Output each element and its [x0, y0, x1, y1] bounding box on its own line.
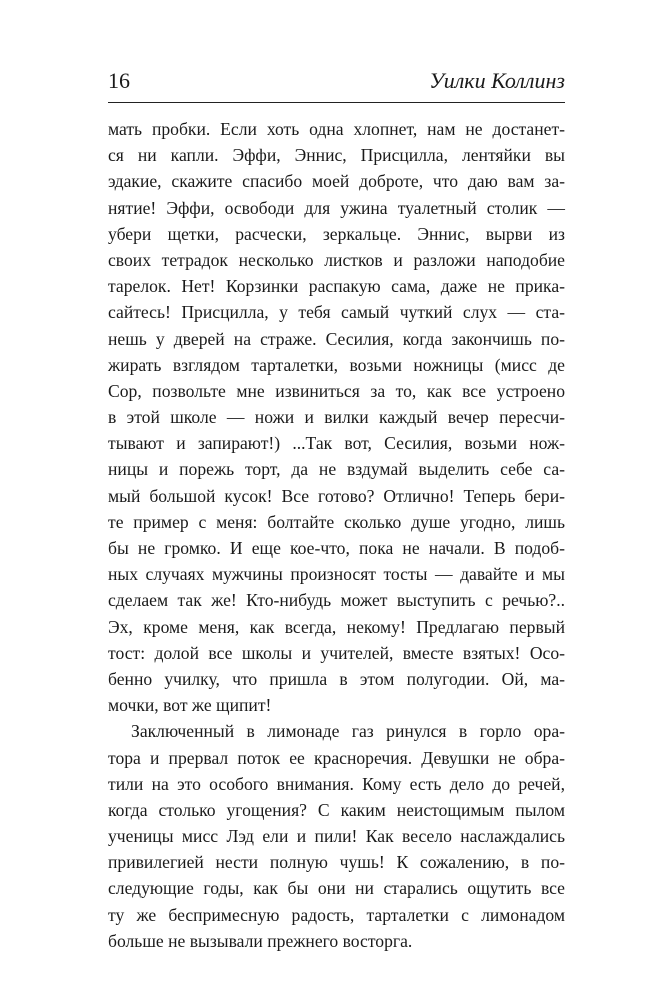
body-text: [108, 116, 565, 954]
page-number: 16: [108, 68, 130, 93]
text-line: эдакие, скажите спасибо моей доброте, что даю вам за-: [108, 171, 565, 192]
text-line: мочки, вот же щипит!: [108, 695, 272, 716]
text-line: когда столько угощения? С каким неистощимым пылом: [108, 799, 565, 820]
text-line: Заключенный в лимонаде газ ринулся в горло ора-: [131, 721, 565, 742]
paragraph: [108, 718, 565, 954]
text-line: мый большой кусок! Все готово? Отлично! Теперь бери-: [108, 485, 565, 506]
text-line: убери щетки, расчески, зеркальце. Эннис, вырви из: [108, 223, 565, 244]
text-line: своих тетрадок несколько листков и разложи наподобие: [108, 249, 565, 270]
text-line: бы не громко. И еще кое-что, пока не начали. В подоб-: [108, 538, 565, 558]
text-line: следующие годы, как бы они ни старались ощутить все: [108, 878, 565, 899]
text-line: тывают и запирают!) ...Так вот, Сесилия, возьми нож-: [108, 433, 565, 454]
text-line: мать пробки. Если хоть одна хлопнет, нам не достанет-: [108, 119, 565, 139]
text-line: привилегией нести полную чушь! К сожалению, в по-: [108, 852, 565, 873]
text-line: ученицы мисс Лэд ели и пили! Как весело наслаждались: [108, 826, 565, 847]
text-line: ных случаях мужчины произносят тосты — давайте и мы: [108, 564, 565, 585]
text-line: нешь у дверей на страже. Сесилия, когда закончишь по-: [108, 328, 565, 349]
text-line: тили на это особого внимания. Кому есть дело до речей,: [108, 773, 565, 794]
paragraph: [108, 116, 565, 718]
text-line: тарелок. Нет! Корзинки распакую сама, даже не прика-: [108, 276, 565, 297]
text-line: ся ни капли. Эффи, Эннис, Присцилла, лентяйки вы: [108, 145, 565, 166]
running-head-title: Уилки Коллинз: [429, 68, 565, 93]
text-line: сайтесь! Присцилла, у тебя самый чуткий слух — ста-: [108, 302, 565, 323]
text-line: те пример с меня: болтайте сколько душе угодно, лишь: [108, 511, 565, 532]
text-line: Сор, позвольте мне извиниться за то, как все устроено: [108, 380, 565, 401]
text-line: в этой школе — ножи и вилки каждый вечер пересчи-: [108, 407, 565, 428]
text-line: нятие! Эффи, освободи для ужина туалетный столик —: [108, 197, 565, 218]
text-line: жирать взглядом тарталетки, возьми ножницы (мисс де: [108, 354, 565, 375]
text-line: ту же беспримесную радость, тарталетки с лимонадом: [108, 904, 565, 925]
text-line: бенно училку, что пришла в этом полугодии. Ой, ма-: [108, 668, 565, 689]
text-line: ницы и порежь торт, да не вздумай выделить себе са-: [108, 459, 565, 480]
text-line: больше не вызывали прежнего восторга.: [108, 930, 413, 951]
text-line: тост: долой все школы и учителей, вместе взятых! Осо-: [108, 642, 565, 663]
header-rule: [108, 102, 565, 103]
text-line: сделаем так же! Кто-нибудь может выступить с речью?..: [108, 590, 565, 611]
text-line: тора и прервал поток ее красноречия. Девушки не обра-: [108, 747, 565, 768]
text-line: Эх, кроме меня, как всегда, некому! Предлагаю первый: [108, 616, 565, 637]
